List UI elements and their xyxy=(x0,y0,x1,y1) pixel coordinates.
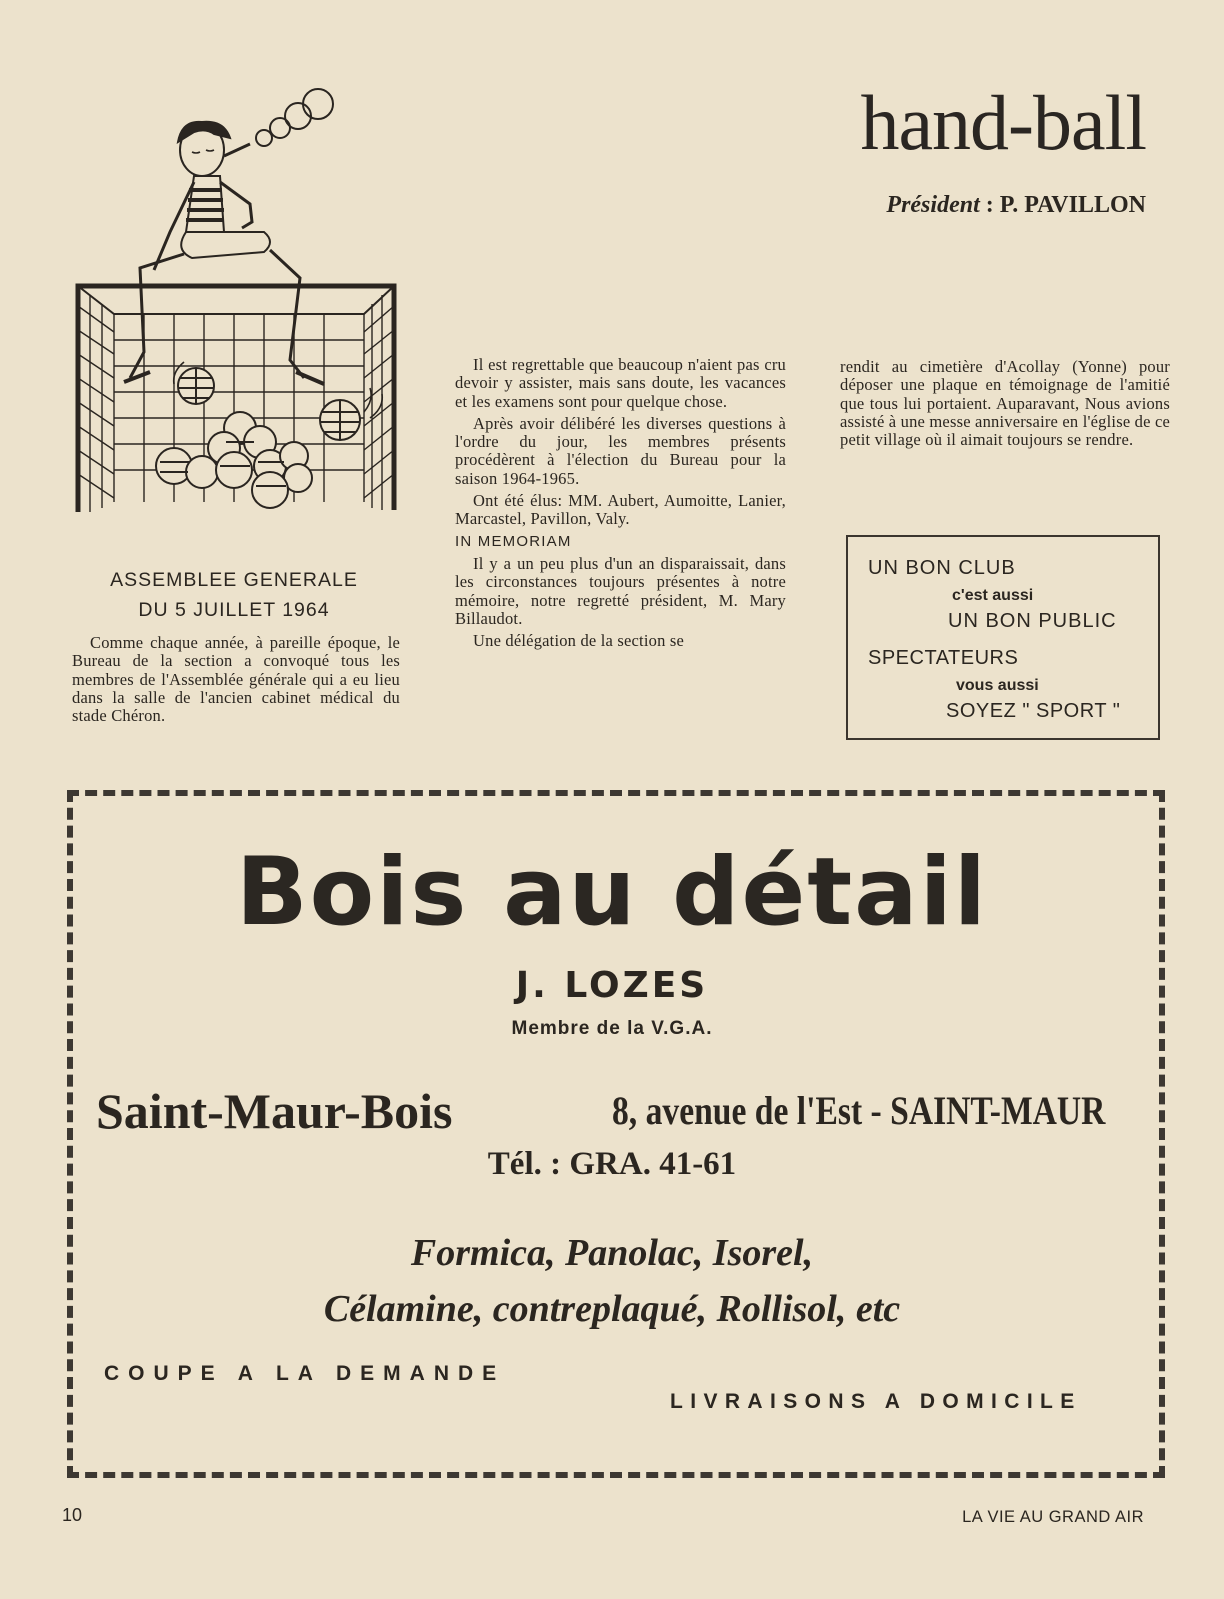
article-column-3 xyxy=(840,358,1170,453)
president-separator: : xyxy=(985,192,994,218)
ad-products xyxy=(0,1225,1224,1337)
article-paragraph: rendit au cimetière d'Acollay (Yonne) pour déposer une plaque en témoignage de l'amitié que tous lui portaient. Auparavant, Nous avions assisté à une messe anniversaire en l'église de ce petit village où il aimait toujours se rendre. xyxy=(840,357,1171,450)
ad-products-line2: Célamine, contreplaqué, Rollisol, etc xyxy=(323,1288,901,1330)
article-paragraph: Comme chaque année, à pareille époque, le Bureau de la section a convoqué tous les membres de l'Assemblée générale qui a eu lieu dans la salle de l'ancien cabinet médical du stade Chéron. xyxy=(72,633,400,726)
slogan-box xyxy=(846,535,1160,740)
slogan-line: vous aussi xyxy=(956,677,1039,694)
page-title: hand-ball xyxy=(860,79,1146,166)
ad-service-delivery: LIVRAISONS A DOMICILE xyxy=(670,1390,1082,1413)
publication-name: LA VIE AU GRAND AIR xyxy=(962,1508,1144,1526)
article-paragraph: Ont été élus: MM. Aubert, Aumoitte, Lanier, Marcastel, Pavillon, Valy. xyxy=(455,491,786,529)
article-heading xyxy=(84,565,384,625)
ad-service-cutting: COUPE A LA DEMANDE xyxy=(104,1362,506,1385)
article-heading-line1: ASSEMBLEE GENERALE xyxy=(110,569,358,591)
slogan-line: UN BON CLUB xyxy=(868,557,1016,579)
ad-products-line1: Formica, Panolac, Isorel, xyxy=(410,1232,814,1274)
ad-membership: Membre de la V.G.A. xyxy=(511,1018,713,1039)
slogan-line: SPECTATEURS xyxy=(868,647,1019,669)
article-paragraph: Une délégation de la section se xyxy=(473,631,684,651)
ad-title: Bois au détail xyxy=(235,838,989,947)
article-heading-line2: DU 5 JUILLET 1964 xyxy=(138,599,330,621)
president-name: P. PAVILLON xyxy=(999,192,1146,218)
article-paragraph: Il est regrettable que beaucoup n'aient pas cru devoir y assister, mais sans doute, les vacances et les examens sont pour quelque chose. xyxy=(455,355,786,411)
slogan-line: SOYEZ " SPORT " xyxy=(946,700,1121,722)
ad-owner: J. LOZES xyxy=(515,965,709,1006)
president-line xyxy=(886,192,1146,219)
slogan-line: c'est aussi xyxy=(952,587,1034,604)
page-number: 10 xyxy=(62,1505,83,1525)
ad-shop-name: Saint-Maur-Bois xyxy=(96,1083,453,1139)
memoriam-heading: IN MEMORIAM xyxy=(455,532,572,550)
handball-player-illustration xyxy=(74,82,406,524)
article-paragraph: Après avoir délibéré les diverses questions à l'ordre du jour, les membres présents procédèrent à l'élection du Bureau pour la saison 1964-1965. xyxy=(455,413,786,488)
ad-phone: Tél. : GRA. 41-61 xyxy=(487,1146,737,1182)
slogan-line: UN BON PUBLIC xyxy=(948,610,1117,632)
article-column-1 xyxy=(72,634,400,729)
article-paragraph: Il y a un peu plus d'un an disparaissait, dans les circonstances toujours présentes à notre mémoire, notre regretté président, M. Mary Billaudot. xyxy=(455,553,786,628)
ad-address: 8, avenue de l'Est - SAINT-MAUR xyxy=(612,1088,1106,1133)
article-column-2 xyxy=(455,356,786,654)
president-label: Président xyxy=(886,192,980,218)
